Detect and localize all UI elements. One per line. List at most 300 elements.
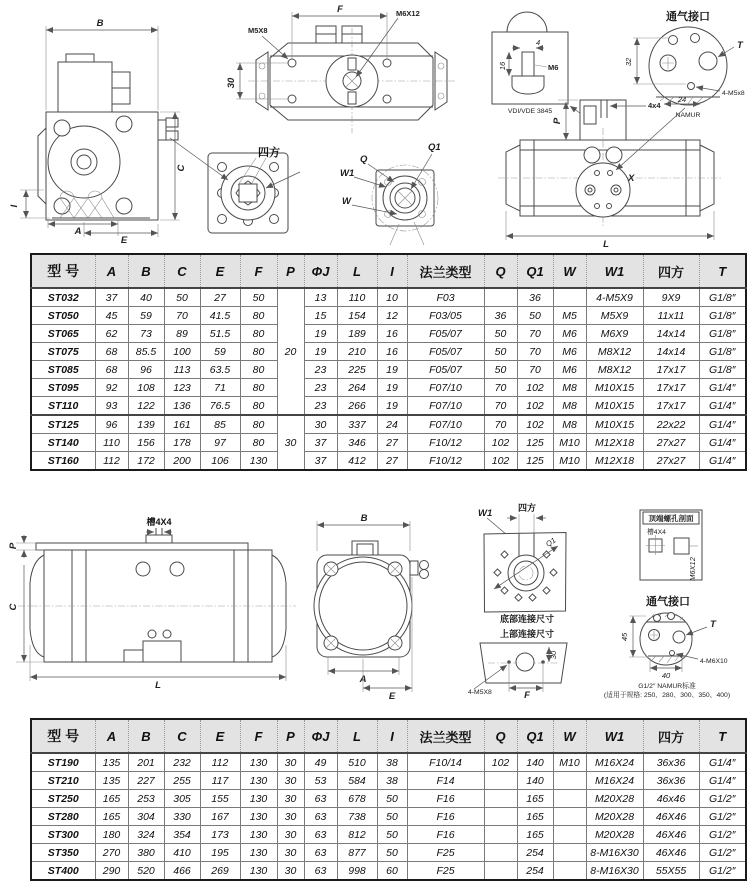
spec-row bbox=[31, 844, 746, 862]
port-label-t: T bbox=[737, 40, 743, 51]
spec-cell: 30 bbox=[277, 844, 304, 862]
spec-cell: 80 bbox=[240, 343, 277, 361]
drawing-top-connection bbox=[468, 628, 567, 701]
column-header: ΦJ bbox=[304, 719, 337, 753]
drawing-actuator-top-view bbox=[226, 4, 455, 133]
spec-cell: 255 bbox=[164, 772, 200, 790]
spec-cell: 41.5 bbox=[200, 307, 240, 325]
column-header: W1 bbox=[586, 719, 643, 753]
spec-cell: 30 bbox=[277, 862, 304, 881]
spec-cell: 59 bbox=[128, 307, 164, 325]
spec-cell: 172 bbox=[128, 452, 164, 471]
spec-cell: 27x27 bbox=[643, 452, 699, 471]
column-header: E bbox=[200, 254, 240, 288]
spec-cell: G1/8″ bbox=[699, 343, 746, 361]
spec-cell: F14 bbox=[407, 772, 484, 790]
spec-cell: 80 bbox=[240, 397, 277, 416]
spec-cell: 30 bbox=[277, 753, 304, 772]
spec-cell: 36x36 bbox=[643, 772, 699, 790]
spec-cell: 46X46 bbox=[643, 826, 699, 844]
spec-cell: M5X9 bbox=[586, 307, 643, 325]
spec-cell: F25 bbox=[407, 862, 484, 881]
dim-label-c: C bbox=[8, 603, 19, 611]
spec-cell: 36 bbox=[484, 307, 517, 325]
spec-row bbox=[31, 862, 746, 881]
spec-cell: 130 bbox=[240, 826, 277, 844]
dim-label-e: E bbox=[388, 691, 396, 702]
bottom-conn-caption: 底部连接尺寸 bbox=[499, 614, 555, 624]
merged-spec-cell: 30 bbox=[277, 415, 304, 470]
spec-cell: 324 bbox=[128, 826, 164, 844]
spec-cell: 63 bbox=[304, 808, 337, 826]
spec-cell: 270 bbox=[95, 844, 128, 862]
spec-cell: M20X28 bbox=[586, 808, 643, 826]
spec-row bbox=[31, 325, 746, 343]
model-cell: ST350 bbox=[31, 844, 95, 862]
spec-cell: 17x17 bbox=[643, 397, 699, 416]
dim-label-l: L bbox=[155, 680, 161, 691]
drawing-square-drive-detail bbox=[170, 138, 300, 233]
spec-cell: 102 bbox=[517, 379, 553, 397]
top-conn-caption: 上部连接尺寸 bbox=[499, 629, 555, 639]
spec-cell: 189 bbox=[337, 325, 377, 343]
spec-cell: M16X24 bbox=[586, 772, 643, 790]
spec-cell: 51.5 bbox=[200, 325, 240, 343]
spec-cell: 19 bbox=[304, 343, 337, 361]
spec-cell: M20X28 bbox=[586, 790, 643, 808]
column-header: L bbox=[337, 254, 377, 288]
spec-cell: 17x17 bbox=[643, 361, 699, 379]
spec-cell: 63.5 bbox=[200, 361, 240, 379]
column-header: T bbox=[699, 254, 746, 288]
square-label: 四方 bbox=[517, 503, 537, 513]
spec-cell: 380 bbox=[128, 844, 164, 862]
spec-cell: 180 bbox=[95, 826, 128, 844]
spec-cell: M6 bbox=[553, 325, 586, 343]
spec-cell: G1/8″ bbox=[699, 307, 746, 325]
spec-cell: 30 bbox=[277, 808, 304, 826]
spec-cell: M8 bbox=[553, 415, 586, 434]
spec-cell: 269 bbox=[200, 862, 240, 881]
model-cell: ST190 bbox=[31, 753, 95, 772]
spec-cell: 466 bbox=[164, 862, 200, 881]
thread-label-m6x12: M6X12 bbox=[688, 557, 697, 581]
thread-label-m6x12: M6X12 bbox=[396, 9, 420, 18]
spec-cell: M12X18 bbox=[586, 452, 643, 471]
column-header: A bbox=[95, 719, 128, 753]
column-header: Q bbox=[484, 719, 517, 753]
spec-cell bbox=[484, 808, 517, 826]
spec-cell: 70 bbox=[517, 325, 553, 343]
drawing-actuator-side-view bbox=[498, 100, 722, 250]
spec-cell: M8X12 bbox=[586, 343, 643, 361]
column-header: P bbox=[277, 719, 304, 753]
column-header: W bbox=[553, 254, 586, 288]
column-header: F bbox=[240, 254, 277, 288]
column-header: C bbox=[164, 719, 200, 753]
model-cell: ST160 bbox=[31, 452, 95, 471]
spec-cell: 122 bbox=[128, 397, 164, 416]
drawing-actuator-front-view bbox=[9, 18, 187, 246]
spec-cell: 136 bbox=[164, 397, 200, 416]
dim-label-a: A bbox=[74, 226, 82, 237]
spec-cell: 23 bbox=[304, 379, 337, 397]
drawing-shaft-flange-detail bbox=[340, 142, 441, 245]
spec-cell: M6 bbox=[553, 361, 586, 379]
spec-cell: 30 bbox=[277, 826, 304, 844]
column-header: I bbox=[377, 719, 407, 753]
header-row bbox=[31, 719, 746, 753]
spec-cell: G1/4″ bbox=[699, 772, 746, 790]
dim-label-i: I bbox=[9, 204, 20, 208]
spec-cell: 13 bbox=[304, 288, 337, 307]
spec-cell: 80 bbox=[240, 434, 277, 452]
spec-cell: G1/2″ bbox=[699, 862, 746, 881]
spec-cell: M10X15 bbox=[586, 397, 643, 416]
spec-cell: 140 bbox=[517, 772, 553, 790]
dim-label-w1: W1 bbox=[478, 508, 493, 519]
dim-label-a: A bbox=[359, 674, 367, 685]
spec-cell: 63 bbox=[304, 826, 337, 844]
spec-cell: M8X12 bbox=[586, 361, 643, 379]
dim-label-30: 30 bbox=[549, 650, 558, 660]
spec-cell: G1/8″ bbox=[699, 325, 746, 343]
spec-cell: 46x46 bbox=[643, 790, 699, 808]
spec-cell: 16 bbox=[377, 325, 407, 343]
dim-label-30: 30 bbox=[226, 77, 237, 89]
spec-cell: 73 bbox=[128, 325, 164, 343]
dim-label-4: 4 bbox=[536, 38, 541, 47]
column-header: B bbox=[128, 719, 164, 753]
spec-cell: 68 bbox=[95, 343, 128, 361]
spec-cell: 37 bbox=[304, 434, 337, 452]
spec-cell: 27 bbox=[377, 434, 407, 452]
dim-label-e: E bbox=[120, 235, 128, 246]
spec-cell: G1/4″ bbox=[699, 397, 746, 416]
dim-label-f: F bbox=[524, 690, 530, 701]
spec-cell bbox=[484, 288, 517, 307]
spec-cell: 410 bbox=[164, 844, 200, 862]
spec-cell: 305 bbox=[164, 790, 200, 808]
spec-cell: M8 bbox=[553, 379, 586, 397]
spec-cell: 62 bbox=[95, 325, 128, 343]
dim-label-w1: W1 bbox=[340, 168, 355, 179]
spec-cell: 161 bbox=[164, 415, 200, 434]
spec-cell: 165 bbox=[95, 808, 128, 826]
spec-row bbox=[31, 753, 746, 772]
spec-cell: 19 bbox=[377, 379, 407, 397]
spec-cell: 520 bbox=[128, 862, 164, 881]
spec-cell: F07/10 bbox=[407, 397, 484, 416]
spec-row bbox=[31, 826, 746, 844]
spec-cell: F05/07 bbox=[407, 325, 484, 343]
spec-cell: 123 bbox=[164, 379, 200, 397]
spec-cell: 38 bbox=[377, 772, 407, 790]
dim-label-45: 45 bbox=[620, 632, 629, 642]
spec-cell: 106 bbox=[200, 452, 240, 471]
spec-cell: 130 bbox=[240, 844, 277, 862]
spec-cell: 30 bbox=[277, 790, 304, 808]
spec-row bbox=[31, 397, 746, 416]
dim-label-c: C bbox=[176, 164, 187, 172]
spec-row bbox=[31, 808, 746, 826]
spec-cell: F16 bbox=[407, 826, 484, 844]
spec-cell: 201 bbox=[128, 753, 164, 772]
vdi-caption: VDI/VDE 3845 bbox=[507, 108, 553, 115]
spec-cell: 165 bbox=[517, 826, 553, 844]
spec-cell: 156 bbox=[128, 434, 164, 452]
spec-cell: 16 bbox=[377, 343, 407, 361]
spec-cell: 12 bbox=[377, 307, 407, 325]
spec-cell: G1/2″ bbox=[699, 790, 746, 808]
spec-cell: 36x36 bbox=[643, 753, 699, 772]
spec-cell: 130 bbox=[240, 753, 277, 772]
spec-cell: 354 bbox=[164, 826, 200, 844]
spec-cell: 23 bbox=[304, 361, 337, 379]
spec-cell: 135 bbox=[95, 753, 128, 772]
spec-cell: 290 bbox=[95, 862, 128, 881]
spec-cell: 102 bbox=[484, 753, 517, 772]
column-header: C bbox=[164, 254, 200, 288]
merged-spec-cell: 20 bbox=[277, 288, 304, 415]
spec-cell bbox=[484, 862, 517, 881]
spec-cell: M10 bbox=[553, 434, 586, 452]
spec-cell bbox=[553, 808, 586, 826]
spec-cell: 63 bbox=[304, 862, 337, 881]
spec-row bbox=[31, 307, 746, 325]
spec-cell: 346 bbox=[337, 434, 377, 452]
spec-table-large-sizes bbox=[30, 718, 747, 881]
spec-cell: 227 bbox=[128, 772, 164, 790]
spec-cell: 130 bbox=[240, 808, 277, 826]
spec-cell: G1/2″ bbox=[699, 826, 746, 844]
spec-cell: 113 bbox=[164, 361, 200, 379]
spec-cell: 71 bbox=[200, 379, 240, 397]
model-cell: ST300 bbox=[31, 826, 95, 844]
model-cell: ST125 bbox=[31, 415, 95, 434]
spec-cell: 11x11 bbox=[643, 307, 699, 325]
spec-cell: 40 bbox=[128, 288, 164, 307]
dimension-table-1 bbox=[30, 253, 747, 471]
spec-cell bbox=[484, 790, 517, 808]
spec-cell: G1/2″ bbox=[699, 844, 746, 862]
bolt-label-4m5x8: 4-M5X8 bbox=[468, 689, 492, 696]
column-header: W bbox=[553, 719, 586, 753]
spec-cell: F16 bbox=[407, 808, 484, 826]
spec-cell: 30 bbox=[277, 772, 304, 790]
spec-cell: 63 bbox=[304, 790, 337, 808]
spec-cell: 264 bbox=[337, 379, 377, 397]
column-header: 法兰类型 bbox=[407, 254, 484, 288]
spec-cell: 130 bbox=[240, 862, 277, 881]
drawing-large-side-view bbox=[8, 516, 296, 691]
spec-cell: M5 bbox=[553, 307, 586, 325]
spec-cell: 254 bbox=[517, 862, 553, 881]
spec-cell: 17x17 bbox=[643, 379, 699, 397]
spec-cell: 38 bbox=[377, 753, 407, 772]
spec-cell: M10X15 bbox=[586, 379, 643, 397]
spec-cell: 102 bbox=[517, 397, 553, 416]
spec-cell: 584 bbox=[337, 772, 377, 790]
spec-cell: 50 bbox=[484, 343, 517, 361]
spec-cell bbox=[484, 772, 517, 790]
spec-cell: 678 bbox=[337, 790, 377, 808]
spec-cell bbox=[484, 844, 517, 862]
spec-cell: 130 bbox=[240, 790, 277, 808]
spec-cell: 96 bbox=[128, 361, 164, 379]
slot-label: 槽4X4 bbox=[146, 517, 172, 527]
spec-cell: 76.5 bbox=[200, 397, 240, 416]
spec-cell: G1/4″ bbox=[699, 452, 746, 471]
spec-cell: 70 bbox=[517, 361, 553, 379]
spec-cell: G1/4″ bbox=[699, 434, 746, 452]
spec-cell: 165 bbox=[517, 790, 553, 808]
column-header: W1 bbox=[586, 254, 643, 288]
column-header: E bbox=[200, 719, 240, 753]
spec-cell: F07/10 bbox=[407, 379, 484, 397]
spec-cell: 46X46 bbox=[643, 808, 699, 826]
dim-label-32: 32 bbox=[624, 57, 633, 67]
dim-label-24: 24 bbox=[677, 95, 687, 104]
spec-cell: F10/12 bbox=[407, 452, 484, 471]
dim-label-x: X bbox=[628, 173, 635, 184]
spec-cell: 50 bbox=[377, 844, 407, 862]
spec-cell: 195 bbox=[200, 844, 240, 862]
spec-cell: 70 bbox=[484, 397, 517, 416]
drawing-air-port-namur bbox=[624, 9, 745, 119]
bolt-label-4m6x10: 4-M6X10 bbox=[700, 658, 728, 665]
spec-cell: 45 bbox=[95, 307, 128, 325]
column-header: P bbox=[277, 254, 304, 288]
spec-row bbox=[31, 452, 746, 471]
spec-cell: 80 bbox=[240, 361, 277, 379]
spec-cell: 102 bbox=[484, 434, 517, 452]
column-header: B bbox=[128, 254, 164, 288]
column-header: ΦJ bbox=[304, 254, 337, 288]
namur-caption: NAMUR bbox=[675, 112, 701, 119]
spec-cell: 50 bbox=[377, 826, 407, 844]
spec-cell: M6 bbox=[553, 343, 586, 361]
column-header: L bbox=[337, 719, 377, 753]
spec-cell: 50 bbox=[377, 790, 407, 808]
column-header: 型 号 bbox=[31, 254, 95, 288]
spec-cell: 125 bbox=[517, 452, 553, 471]
spec-cell: 50 bbox=[484, 325, 517, 343]
spec-cell: M20X28 bbox=[586, 826, 643, 844]
spec-cell: 49 bbox=[304, 753, 337, 772]
column-header: Q1 bbox=[517, 254, 553, 288]
spec-cell: 70 bbox=[164, 307, 200, 325]
spec-cell bbox=[484, 826, 517, 844]
spec-cell: G1/4″ bbox=[699, 379, 746, 397]
dimension-table-2 bbox=[30, 718, 747, 881]
spec-cell: 23 bbox=[304, 397, 337, 416]
spec-cell: F10/14 bbox=[407, 753, 484, 772]
spec-row bbox=[31, 772, 746, 790]
spec-cell: 50 bbox=[517, 307, 553, 325]
spec-cell: 80 bbox=[240, 325, 277, 343]
spec-cell: 27 bbox=[200, 288, 240, 307]
spec-cell: 92 bbox=[95, 379, 128, 397]
slot-label: 槽4X4 bbox=[647, 529, 666, 536]
spec-cell: 80 bbox=[240, 307, 277, 325]
spec-cell: 304 bbox=[128, 808, 164, 826]
dim-label-q: Q bbox=[360, 154, 368, 165]
drawing-end-view bbox=[314, 513, 429, 702]
dim-label-4x4: 4x4 bbox=[648, 101, 661, 110]
spec-cell: F16 bbox=[407, 790, 484, 808]
column-header: A bbox=[95, 254, 128, 288]
spec-cell: 55X55 bbox=[643, 862, 699, 881]
spec-cell: 112 bbox=[95, 452, 128, 471]
spec-cell: 167 bbox=[200, 808, 240, 826]
spec-cell: 130 bbox=[240, 452, 277, 471]
spec-cell: 50 bbox=[164, 288, 200, 307]
spec-cell: 330 bbox=[164, 808, 200, 826]
spec-cell: 155 bbox=[200, 790, 240, 808]
spec-cell: 510 bbox=[337, 753, 377, 772]
spec-cell: 14x14 bbox=[643, 343, 699, 361]
spec-cell: F03/05 bbox=[407, 307, 484, 325]
dim-label-q1: Q1 bbox=[544, 535, 558, 549]
spec-cell: 877 bbox=[337, 844, 377, 862]
spec-cell: 165 bbox=[517, 808, 553, 826]
spec-cell: F10/12 bbox=[407, 434, 484, 452]
spec-cell: 254 bbox=[517, 844, 553, 862]
spec-cell: 412 bbox=[337, 452, 377, 471]
spec-cell: 225 bbox=[337, 361, 377, 379]
model-cell: ST095 bbox=[31, 379, 95, 397]
spec-cell: 112 bbox=[200, 753, 240, 772]
spec-cell: 27x27 bbox=[643, 434, 699, 452]
spec-cell: 232 bbox=[164, 753, 200, 772]
thread-label-m6: M6 bbox=[548, 63, 559, 72]
spec-cell: 154 bbox=[337, 307, 377, 325]
spec-cell: 53 bbox=[304, 772, 337, 790]
spec-cell: M10 bbox=[553, 452, 586, 471]
air-port-title: 通气接口 bbox=[666, 11, 710, 23]
spec-cell: M6X9 bbox=[586, 325, 643, 343]
model-cell: ST280 bbox=[31, 808, 95, 826]
spec-cell: F07/10 bbox=[407, 415, 484, 434]
column-header: 四方 bbox=[643, 254, 699, 288]
spec-cell: F03 bbox=[407, 288, 484, 307]
namur-caption-line1: G1/2″ NAMUR标准 bbox=[638, 683, 696, 690]
spec-cell: 100 bbox=[164, 343, 200, 361]
model-cell: ST075 bbox=[31, 343, 95, 361]
spec-cell: 80 bbox=[240, 379, 277, 397]
spec-cell: 117 bbox=[200, 772, 240, 790]
spec-cell: 50 bbox=[240, 288, 277, 307]
spec-cell: 37 bbox=[95, 288, 128, 307]
spec-row bbox=[31, 343, 746, 361]
spec-row bbox=[31, 790, 746, 808]
model-cell: ST140 bbox=[31, 434, 95, 452]
spec-cell bbox=[553, 790, 586, 808]
spec-cell: 80 bbox=[240, 415, 277, 434]
spec-cell: 253 bbox=[128, 790, 164, 808]
spec-cell: 19 bbox=[377, 361, 407, 379]
square-drive-label: 四方 bbox=[258, 147, 280, 159]
column-header: 法兰类型 bbox=[407, 719, 484, 753]
drawing-air-port-bottom bbox=[604, 594, 730, 699]
spec-cell: M10X15 bbox=[586, 415, 643, 434]
spec-cell: 337 bbox=[337, 415, 377, 434]
dim-label-40: 40 bbox=[661, 671, 671, 680]
spec-cell: 70 bbox=[484, 415, 517, 434]
spec-cell: 97 bbox=[200, 434, 240, 452]
spec-cell: G1/8″ bbox=[699, 361, 746, 379]
